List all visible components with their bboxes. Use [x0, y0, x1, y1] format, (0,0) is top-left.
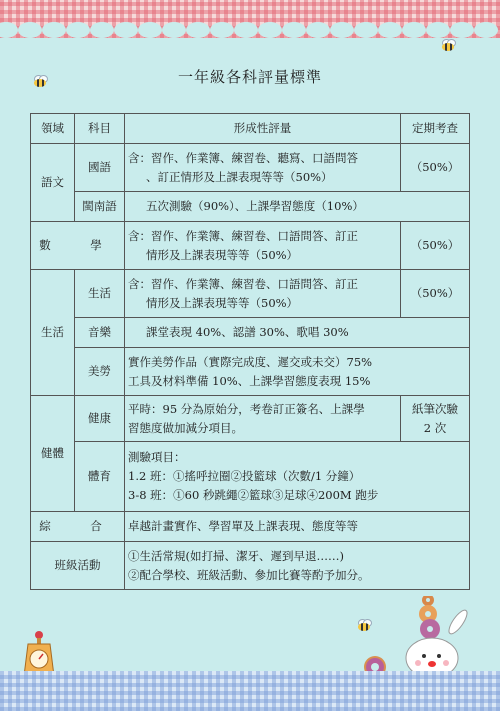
periodic-cell: 紙筆次驗 2 次 — [401, 396, 470, 442]
table-row — [31, 542, 470, 590]
table-row — [31, 222, 470, 270]
table-row — [31, 396, 470, 442]
page-title: 一年級各科評量標準 — [177, 68, 322, 86]
description-cell: 測驗項目： 1.2 班：①搖呼拉圈②投籃球（次數/1 分鐘） 3-8 班：①60 秒跳繩②籃球③足球④200M 跑步 — [125, 442, 470, 512]
description-cell: ①生活常規(如打掃、潔牙、遲到早退……) ②配合學校、班級活動、參加比賽等酌予加分。 — [125, 542, 470, 590]
description-cell: 課堂表現 40%、認譜 30%、歌唱 30% — [125, 318, 470, 348]
description-cell: 平時：95 分為原始分，考卷訂正簽名、上課學 習態度做加減分項目。 — [125, 396, 401, 442]
subject-cell: 體育 — [75, 442, 125, 512]
bottom-gingham-border — [0, 671, 500, 711]
subject-cell: 生活 — [75, 270, 125, 318]
table-row — [31, 144, 470, 192]
domain-cell: 生活 — [31, 270, 75, 396]
table-row — [31, 442, 470, 512]
periodic-cell: （50%） — [401, 270, 470, 318]
scallop-edge — [0, 30, 500, 48]
bee-icon — [440, 40, 456, 52]
domain-cell: 數 學 — [31, 222, 125, 270]
subject-cell: 閩南語 — [75, 192, 125, 222]
subject-cell: 國語 — [75, 144, 125, 192]
description-cell: 含：習作、作業簿、練習卷、口語問答、訂正 情形及上課表現等等（50%） — [125, 270, 401, 318]
header-subject: 科目 — [75, 114, 125, 144]
evaluation-table — [30, 113, 470, 590]
domain-cell: 健體 — [31, 396, 75, 512]
domain-cell: 班級活動 — [31, 542, 125, 590]
description-cell: 含：習作、作業簿、練習卷、口語問答、訂正 情形及上課表現等等（50%） — [125, 222, 401, 270]
description-cell: 五次測驗（90%）、上課學習態度（10%） — [125, 192, 470, 222]
header-domain: 領域 — [31, 114, 75, 144]
header-periodic: 定期考查 — [401, 114, 470, 144]
description-cell: 卓越計畫實作、學習單及上課表現、態度等等 — [125, 512, 470, 542]
description-cell: 含：習作、作業簿、練習卷、聽寫、口語問答 、訂正情形及上課表現等等（50%） — [125, 144, 401, 192]
domain-cell: 語文 — [31, 144, 75, 222]
domain-cell: 綜 合 — [31, 512, 125, 542]
table-header-row — [31, 114, 470, 144]
bee-icon — [356, 620, 372, 632]
subject-cell: 音樂 — [75, 318, 125, 348]
periodic-cell: （50%） — [401, 144, 470, 192]
subject-cell: 美勞 — [75, 348, 125, 396]
periodic-cell: （50%） — [401, 222, 470, 270]
header-formative: 形成性評量 — [125, 114, 401, 144]
table-row — [31, 318, 470, 348]
subject-cell: 健康 — [75, 396, 125, 442]
table-row — [31, 348, 470, 396]
table-row — [31, 192, 470, 222]
table-row — [31, 512, 470, 542]
table-row — [31, 270, 470, 318]
description-cell: 實作美勞作品（實際完成度、遲交或未交）75% 工具及材料準備 10%、上課學習態度表現 15% — [125, 348, 470, 396]
